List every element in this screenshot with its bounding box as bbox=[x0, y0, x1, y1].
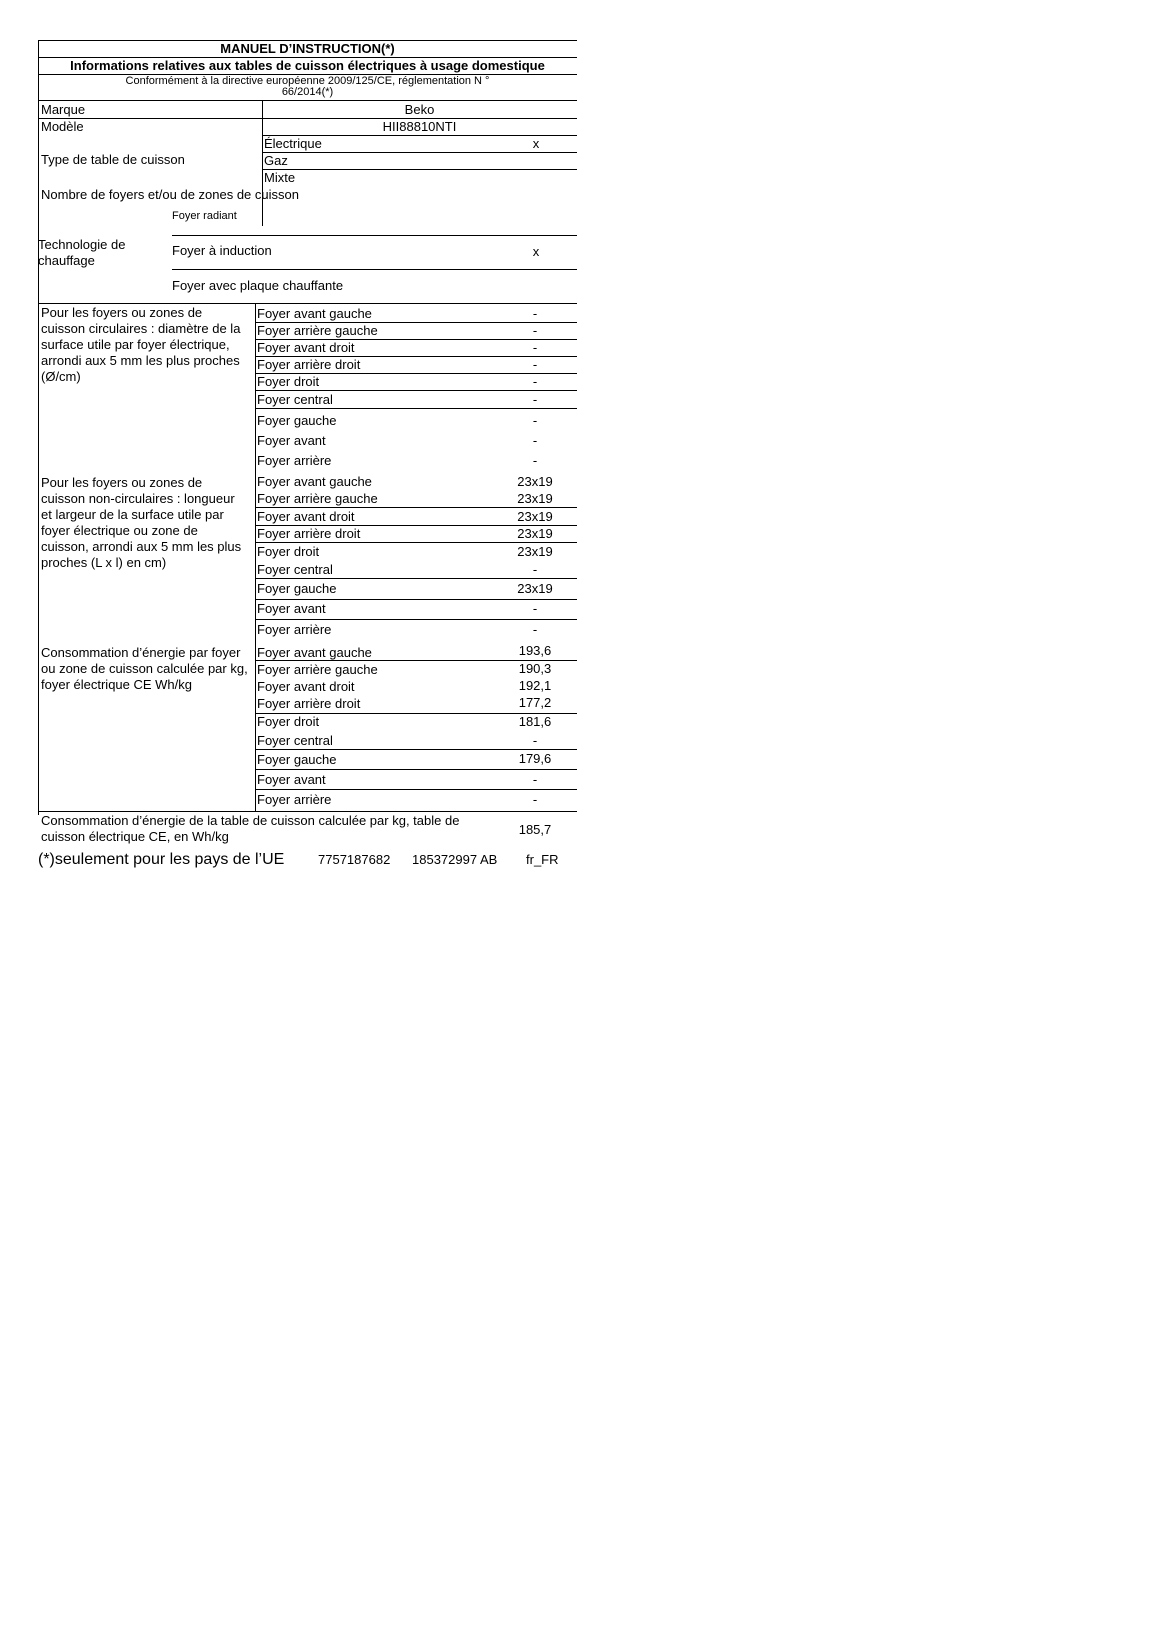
heating-induction-mark: x bbox=[532, 244, 540, 259]
circular-row-name: Foyer avant gauche bbox=[257, 306, 372, 321]
circular-row-value: - bbox=[532, 323, 538, 338]
noncircular-row-name: Foyer arrière droit bbox=[257, 526, 361, 541]
circular-row-value: - bbox=[532, 340, 538, 355]
energy-row-value: 181,6 bbox=[518, 714, 552, 729]
circular-row-name: Foyer droit bbox=[257, 374, 320, 389]
circular-row-value: - bbox=[532, 306, 538, 321]
hob-type-electric-mark: x bbox=[532, 136, 540, 151]
heating-label-line2: chauffage bbox=[38, 253, 95, 268]
noncircular-row-name: Foyer avant gauche bbox=[257, 474, 372, 489]
noncircular-row-value: 23x19 bbox=[517, 581, 553, 596]
noncircular-row-value: - bbox=[532, 622, 538, 637]
model-label: Modèle bbox=[41, 119, 84, 134]
circular-label: Pour les foyers ou zones de cuisson circulaires : diamètre de la surface utile par foyer électrique, arrondi aux 5 mm les plus proches (Ø/cm) bbox=[41, 305, 241, 384]
energy-row-name: Foyer arrière droit bbox=[257, 696, 361, 711]
manual-subtitle: Informations relatives aux tables de cuisson électriques à usage domestique bbox=[70, 58, 545, 73]
energy-total-value: 185,7 bbox=[518, 822, 552, 837]
noncircular-row-value: 23x19 bbox=[517, 544, 553, 559]
brand-value: Beko bbox=[404, 102, 435, 117]
energy-row-name: Foyer avant bbox=[257, 772, 326, 787]
energy-row-value: 177,2 bbox=[518, 695, 552, 710]
noncircular-row-value: 23x19 bbox=[517, 509, 553, 524]
energy-row-value: 179,6 bbox=[518, 751, 552, 766]
hob-type-mixed: Mixte bbox=[264, 170, 296, 185]
model-value: HII88810NTI bbox=[382, 119, 457, 134]
noncircular-row-name: Foyer avant droit bbox=[257, 509, 355, 524]
energy-row-value: 193,6 bbox=[518, 643, 552, 658]
footer-code-2: 185372997 AB bbox=[412, 852, 498, 867]
energy-row-name: Foyer avant gauche bbox=[257, 645, 372, 660]
circular-row-value: - bbox=[532, 433, 538, 448]
brand-label: Marque bbox=[41, 102, 86, 117]
hob-type-gas: Gaz bbox=[264, 153, 288, 168]
energy-row-value: - bbox=[532, 733, 538, 748]
footer-code-1: 7757187682 bbox=[318, 852, 391, 867]
circular-row-value: - bbox=[532, 413, 538, 428]
circular-row-name: Foyer arrière droit bbox=[257, 357, 361, 372]
energy-row-value: 192,1 bbox=[518, 678, 552, 693]
noncircular-label: Pour les foyers ou zones de cuisson non-circulaires : longueur et largeur de la surface utile par foyer électrique ou zone de cuisson, arrondi aux 5 mm les plus proches (L x l) en cm) bbox=[41, 475, 242, 570]
circular-row-name: Foyer arrière gauche bbox=[257, 323, 378, 338]
energy-row-value: - bbox=[532, 792, 538, 807]
energy-row-name: Foyer central bbox=[257, 733, 333, 748]
energy-row-name: Foyer droit bbox=[257, 714, 320, 729]
circular-row-name: Foyer avant bbox=[257, 433, 326, 448]
circular-row-name: Foyer avant droit bbox=[257, 340, 355, 355]
hob-type-label: Type de table de cuisson bbox=[41, 152, 185, 167]
energy-row-name: Foyer arrière gauche bbox=[257, 662, 378, 677]
heating-radiant: Foyer radiant bbox=[172, 210, 237, 222]
energy-row-value: 190,3 bbox=[518, 661, 552, 676]
noncircular-row-name: Foyer arrière bbox=[257, 622, 332, 637]
circular-row-name: Foyer gauche bbox=[257, 413, 337, 428]
energy-total-label: Consommation d’énergie de la table de cuisson calculée par kg, table de cuisson électrique CE, en Wh/kg bbox=[41, 813, 460, 844]
energy-zone-label: Consommation d’énergie par foyer ou zone de cuisson calculée par kg, foyer électrique CE Wh/kg bbox=[41, 645, 248, 692]
circular-row-value: - bbox=[532, 453, 538, 468]
circular-row-value: - bbox=[532, 357, 538, 372]
footer-note: (*)seulement pour les pays de l’UE bbox=[38, 851, 285, 868]
directive-line-1: Conformément à la directive européenne 2009/125/CE, réglementation N ° bbox=[125, 75, 490, 87]
noncircular-row-name: Foyer droit bbox=[257, 544, 320, 559]
energy-row-name: Foyer arrière bbox=[257, 792, 332, 807]
circular-row-value: - bbox=[532, 392, 538, 407]
directive-line-2: 66/2014(*) bbox=[281, 86, 334, 98]
heating-hotplate: Foyer avec plaque chauffante bbox=[172, 278, 344, 293]
noncircular-row-value: 23x19 bbox=[517, 526, 553, 541]
circular-row-name: Foyer arrière bbox=[257, 453, 332, 468]
left-border bbox=[38, 40, 39, 815]
hob-type-electric: Électrique bbox=[264, 136, 322, 151]
noncircular-row-name: Foyer central bbox=[257, 562, 333, 577]
noncircular-row-name: Foyer arrière gauche bbox=[257, 491, 378, 506]
noncircular-row-value: 23x19 bbox=[517, 474, 553, 489]
noncircular-row-name: Foyer avant bbox=[257, 601, 326, 616]
footer-locale: fr_FR bbox=[526, 852, 559, 867]
noncircular-row-value: - bbox=[532, 601, 538, 616]
energy-row-name: Foyer gauche bbox=[257, 752, 337, 767]
noncircular-row-value: 23x19 bbox=[517, 491, 553, 506]
energy-row-value: - bbox=[532, 772, 538, 787]
heating-label-line1: Technologie de bbox=[38, 237, 126, 252]
circular-row-value: - bbox=[532, 374, 538, 389]
heating-induction: Foyer à induction bbox=[172, 243, 272, 258]
zones-count-label: Nombre de foyers et/ou de zones de cuisson bbox=[41, 187, 299, 202]
manual-title: MANUEL D’INSTRUCTION(*) bbox=[220, 41, 395, 56]
energy-row-name: Foyer avant droit bbox=[257, 679, 355, 694]
noncircular-row-value: - bbox=[532, 562, 538, 577]
noncircular-row-name: Foyer gauche bbox=[257, 581, 337, 596]
circular-row-name: Foyer central bbox=[257, 392, 333, 407]
